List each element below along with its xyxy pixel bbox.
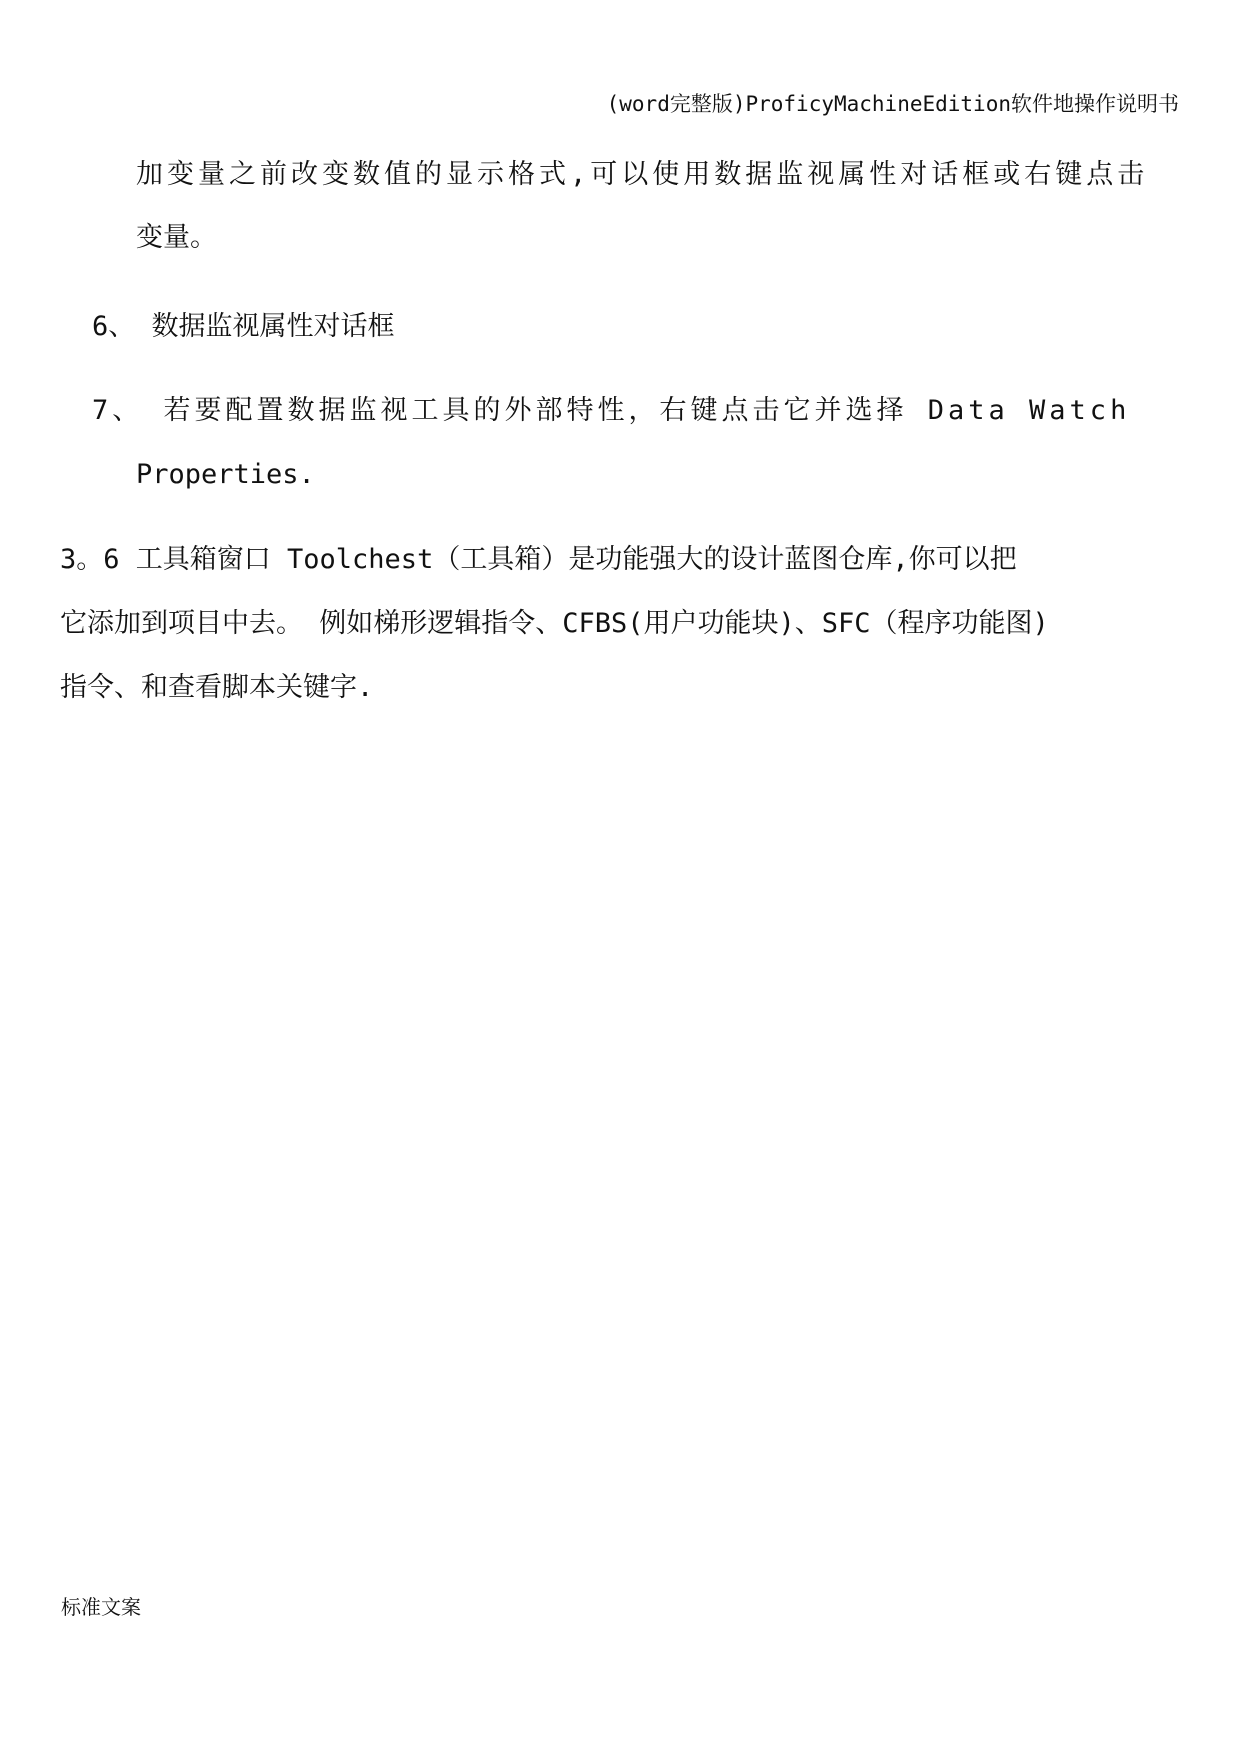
section-paragraph-line: 指令、和查看脚本关键字. (60, 672, 374, 703)
section-paragraph-line: 它添加到项目中去。 例如梯形逻辑指令、CFBS(用户功能块)、SFC（程序功能图) (60, 608, 1049, 639)
list-item-7-continuation: Properties. (136, 459, 315, 490)
page-footer: 标准文案 (61, 1595, 141, 1619)
page-header: (word完整版)ProficyMachineEdition软件地操作说明书 (606, 92, 1179, 116)
list-item-6: 6、 数据监视属性对话框 (92, 311, 395, 342)
paragraph-line: 加变量之前改变数值的显示格式,可以使用数据监视属性对话框或右键点击 (136, 159, 1149, 190)
paragraph-line: 变量。 (136, 222, 217, 253)
list-item-7: 7、 若要配置数据监视工具的外部特性，右键点击它并选择 Data Watch (92, 395, 1131, 426)
section-heading-line: 3。6 工具箱窗口 Toolchest（工具箱）是功能强大的设计蓝图仓库,你可以把 (60, 544, 1017, 575)
